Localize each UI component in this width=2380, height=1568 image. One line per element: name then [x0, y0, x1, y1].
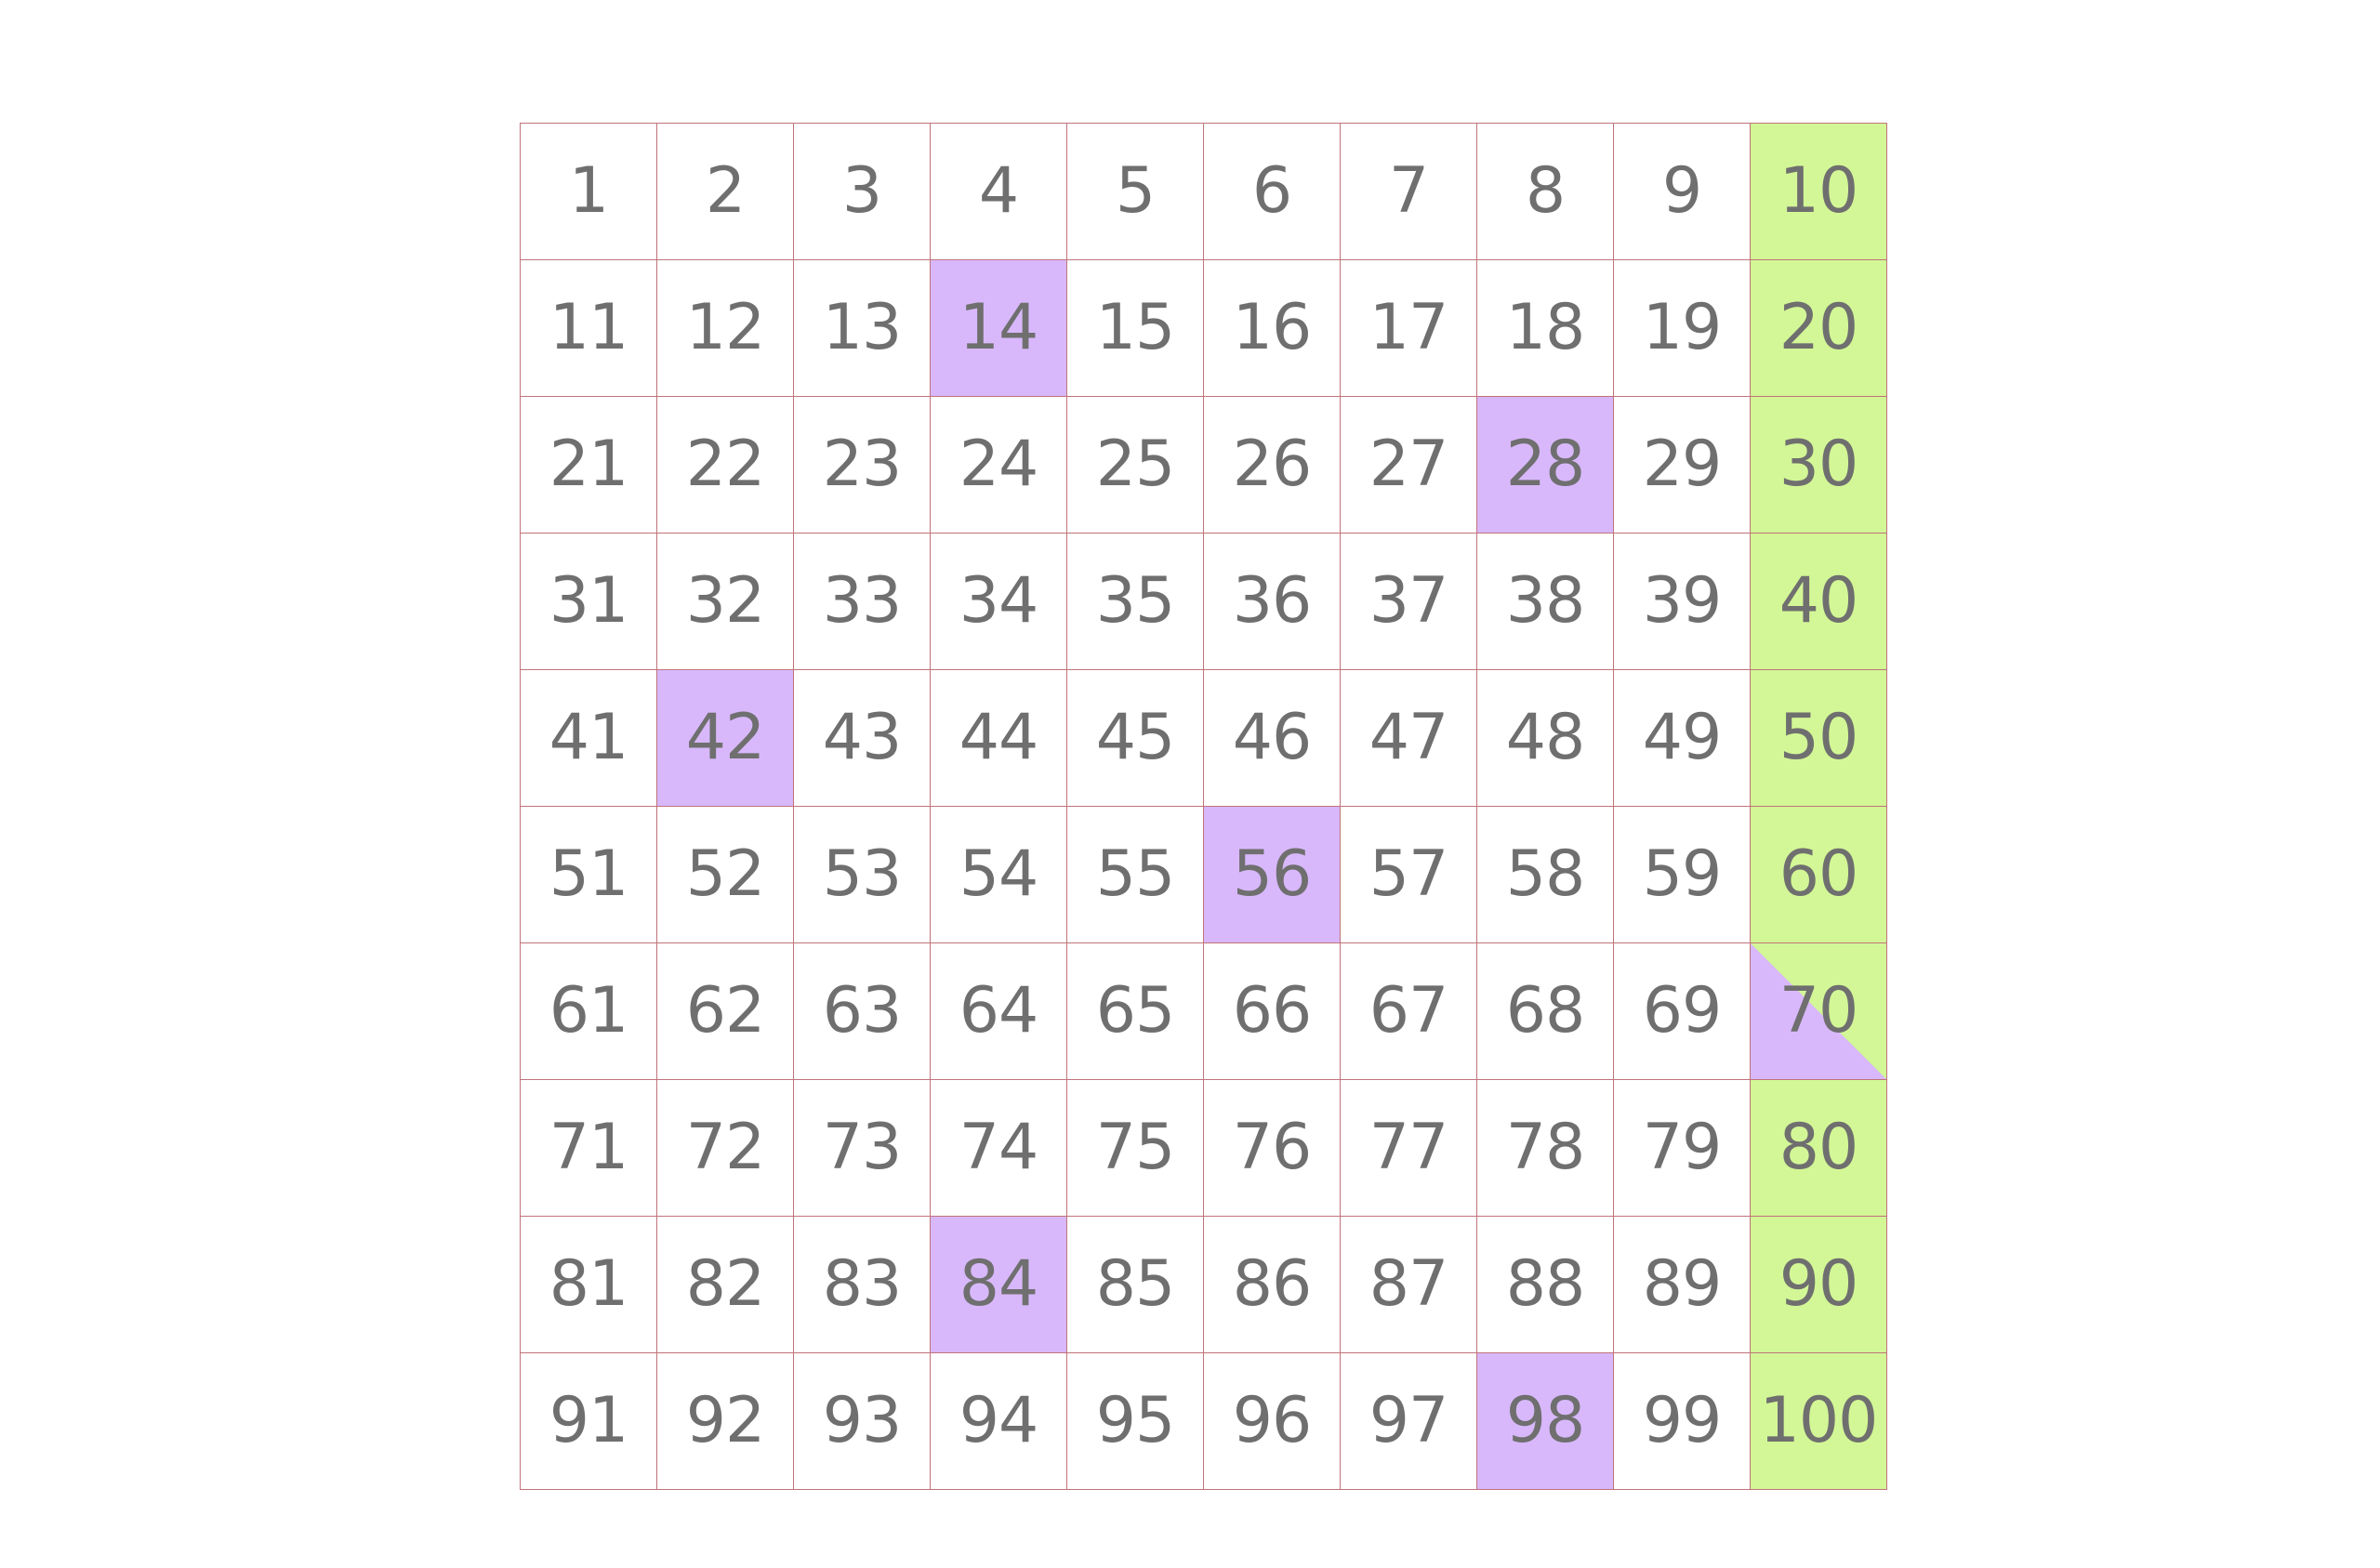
grid-cell-42 [657, 670, 794, 807]
grid-cell-91 [521, 1353, 657, 1490]
grid-cell-93 [794, 1353, 931, 1490]
cell-number: 45 [1095, 701, 1175, 774]
cell-number: 11 [549, 291, 628, 364]
cell-number: 43 [822, 701, 902, 774]
grid-cell-84 [931, 1217, 1067, 1353]
grid-cell-8 [1477, 124, 1614, 260]
cell-number: 28 [1505, 428, 1585, 501]
grid-cell-4 [931, 124, 1067, 260]
grid-cell-32 [657, 534, 794, 670]
grid-cell-46 [1204, 670, 1341, 807]
grid-cell-1 [521, 124, 657, 260]
cell-number: 62 [685, 974, 765, 1048]
grid-cell-38 [1477, 534, 1614, 670]
grid-cell-79 [1614, 1080, 1751, 1217]
grid-cell-16 [1204, 260, 1341, 397]
cell-number: 36 [1232, 564, 1312, 638]
cell-number: 19 [1642, 291, 1722, 364]
cell-number: 33 [822, 564, 902, 638]
grid-cell-14 [931, 260, 1067, 397]
cell-number: 24 [959, 428, 1038, 501]
grid-cell-86 [1204, 1217, 1341, 1353]
cell-number: 89 [1642, 1247, 1722, 1321]
grid-cell-63 [794, 943, 931, 1080]
cell-number: 20 [1778, 291, 1858, 364]
cell-number: 70 [1778, 974, 1858, 1048]
cell-number: 40 [1778, 564, 1858, 638]
cell-number: 14 [959, 291, 1038, 364]
grid-cell-87 [1341, 1217, 1477, 1353]
cell-number: 90 [1778, 1247, 1858, 1321]
cell-number: 50 [1778, 701, 1858, 774]
cell-number: 68 [1505, 974, 1585, 1048]
grid-cell-58 [1477, 807, 1614, 943]
grid-cell-30 [1751, 397, 1887, 534]
grid-cell-43 [794, 670, 931, 807]
grid-cell-82 [657, 1217, 794, 1353]
cell-number: 63 [822, 974, 902, 1048]
cell-number: 47 [1368, 701, 1448, 774]
grid-cell-23 [794, 397, 931, 534]
grid-cell-13 [794, 260, 931, 397]
cell-number: 66 [1232, 974, 1312, 1048]
cell-number: 56 [1232, 837, 1312, 911]
cell-number: 75 [1095, 1111, 1175, 1184]
cell-number: 57 [1368, 837, 1448, 911]
cell-number: 38 [1505, 564, 1585, 638]
grid-cell-83 [794, 1217, 931, 1353]
cell-number: 73 [822, 1111, 902, 1184]
grid-cell-55 [1067, 807, 1204, 943]
cell-number: 46 [1232, 701, 1312, 774]
cell-number: 48 [1505, 701, 1585, 774]
cell-number: 6 [1251, 154, 1292, 228]
grid-cell-67 [1341, 943, 1477, 1080]
cell-number: 39 [1642, 564, 1722, 638]
cell-number: 80 [1778, 1111, 1858, 1184]
cell-number: 37 [1368, 564, 1448, 638]
cell-number: 17 [1368, 291, 1448, 364]
cell-number: 32 [685, 564, 765, 638]
cell-number: 54 [959, 837, 1038, 911]
grid-cell-89 [1614, 1217, 1751, 1353]
grid-cell-24 [931, 397, 1067, 534]
grid-cell-25 [1067, 397, 1204, 534]
grid-cell-3 [794, 124, 931, 260]
cell-number: 30 [1778, 428, 1858, 501]
grid-cell-37 [1341, 534, 1477, 670]
cell-number: 9 [1661, 154, 1702, 228]
grid-cell-88 [1477, 1217, 1614, 1353]
cell-number: 72 [685, 1111, 765, 1184]
grid-cell-40 [1751, 534, 1887, 670]
cell-number: 82 [685, 1247, 765, 1321]
cell-number: 23 [822, 428, 902, 501]
grid-cell-64 [931, 943, 1067, 1080]
cell-number: 27 [1368, 428, 1448, 501]
grid-cell-6 [1204, 124, 1341, 260]
cell-number: 1 [568, 154, 609, 228]
cell-number: 93 [822, 1384, 902, 1457]
grid-cell-31 [521, 534, 657, 670]
grid-cell-28 [1477, 397, 1614, 534]
cell-number: 96 [1232, 1384, 1312, 1457]
grid-cell-51 [521, 807, 657, 943]
cell-number: 85 [1095, 1247, 1175, 1321]
cell-number: 2 [705, 154, 746, 228]
cell-number: 100 [1759, 1384, 1878, 1457]
cell-number: 77 [1368, 1111, 1448, 1184]
grid-cell-35 [1067, 534, 1204, 670]
cell-number: 81 [549, 1247, 628, 1321]
cell-number: 29 [1642, 428, 1722, 501]
grid-cell-66 [1204, 943, 1341, 1080]
grid-cell-78 [1477, 1080, 1614, 1217]
cell-number: 59 [1642, 837, 1722, 911]
grid-cell-61 [521, 943, 657, 1080]
cell-number: 53 [822, 837, 902, 911]
grid-cell-15 [1067, 260, 1204, 397]
cell-number: 97 [1368, 1384, 1448, 1457]
grid-cell-52 [657, 807, 794, 943]
grid-cell-60 [1751, 807, 1887, 943]
grid-cell-73 [794, 1080, 931, 1217]
grid-cell-34 [931, 534, 1067, 670]
cell-number: 41 [549, 701, 628, 774]
grid-cell-9 [1614, 124, 1751, 260]
cell-number: 51 [549, 837, 628, 911]
grid-cell-80 [1751, 1080, 1887, 1217]
cell-number: 67 [1368, 974, 1448, 1048]
grid-cell-59 [1614, 807, 1751, 943]
grid-cell-12 [657, 260, 794, 397]
cell-number: 44 [959, 701, 1038, 774]
cell-number: 61 [549, 974, 628, 1048]
cell-number: 22 [685, 428, 765, 501]
grid-cell-74 [931, 1080, 1067, 1217]
grid-cell-19 [1614, 260, 1751, 397]
grid-cell-10 [1751, 124, 1887, 260]
grid-cell-97 [1341, 1353, 1477, 1490]
cell-number: 8 [1525, 154, 1566, 228]
grid-cell-49 [1614, 670, 1751, 807]
cell-number: 60 [1778, 837, 1858, 911]
grid-cell-17 [1341, 260, 1477, 397]
cell-number: 26 [1232, 428, 1312, 501]
grid-cell-29 [1614, 397, 1751, 534]
cell-number: 64 [959, 974, 1038, 1048]
grid-cell-69 [1614, 943, 1751, 1080]
grid-cell-62 [657, 943, 794, 1080]
cell-number: 76 [1232, 1111, 1312, 1184]
grid-cell-85 [1067, 1217, 1204, 1353]
grid-cell-65 [1067, 943, 1204, 1080]
cell-number: 91 [549, 1384, 628, 1457]
cell-number: 86 [1232, 1247, 1312, 1321]
cell-number: 94 [959, 1384, 1038, 1457]
cell-number: 31 [549, 564, 628, 638]
cell-number: 79 [1642, 1111, 1722, 1184]
cell-number: 92 [685, 1384, 765, 1457]
grid-cell-72 [657, 1080, 794, 1217]
cell-number: 95 [1095, 1384, 1175, 1457]
grid-cell-39 [1614, 534, 1751, 670]
grid-cell-75 [1067, 1080, 1204, 1217]
cell-number: 65 [1095, 974, 1175, 1048]
cell-number: 71 [549, 1111, 628, 1184]
grid-cell-71 [521, 1080, 657, 1217]
grid-cell-53 [794, 807, 931, 943]
cell-number: 83 [822, 1247, 902, 1321]
grid-cell-44 [931, 670, 1067, 807]
cell-number: 55 [1095, 837, 1175, 911]
cell-number: 84 [959, 1247, 1038, 1321]
grid-cell-22 [657, 397, 794, 534]
cell-number: 78 [1505, 1111, 1585, 1184]
grid-cell-27 [1341, 397, 1477, 534]
cell-number: 21 [549, 428, 628, 501]
cell-number: 74 [959, 1111, 1038, 1184]
grid-cell-47 [1341, 670, 1477, 807]
cell-number: 12 [685, 291, 765, 364]
cell-number: 18 [1505, 291, 1585, 364]
cell-number: 3 [841, 154, 882, 228]
grid-cell-21 [521, 397, 657, 534]
grid-cell-20 [1751, 260, 1887, 397]
grid-cell-54 [931, 807, 1067, 943]
grid-cell-11 [521, 260, 657, 397]
grid-cell-90 [1751, 1217, 1887, 1353]
grid-cell-95 [1067, 1353, 1204, 1490]
cell-number: 88 [1505, 1247, 1585, 1321]
cell-number: 52 [685, 837, 765, 911]
grid-cell-99 [1614, 1353, 1751, 1490]
grid-cell-56 [1204, 807, 1341, 943]
cell-number: 5 [1115, 154, 1156, 228]
grid-cell-33 [794, 534, 931, 670]
cell-number: 87 [1368, 1247, 1448, 1321]
grid-cell-81 [521, 1217, 657, 1353]
grid-cell-41 [521, 670, 657, 807]
grid-cell-57 [1341, 807, 1477, 943]
grid-cell-18 [1477, 260, 1614, 397]
cell-number: 16 [1232, 291, 1312, 364]
grid-cell-94 [931, 1353, 1067, 1490]
grid-cell-76 [1204, 1080, 1341, 1217]
cell-number: 13 [822, 291, 902, 364]
cell-number: 4 [978, 154, 1019, 228]
grid-cell-100 [1751, 1353, 1887, 1490]
grid-cell-26 [1204, 397, 1341, 534]
grid-cell-36 [1204, 534, 1341, 670]
grid-cell-5 [1067, 124, 1204, 260]
cell-number: 15 [1095, 291, 1175, 364]
cell-number: 99 [1642, 1384, 1722, 1457]
grid-cell-77 [1341, 1080, 1477, 1217]
cell-number: 10 [1778, 154, 1858, 228]
cell-number: 69 [1642, 974, 1722, 1048]
grid-cell-2 [657, 124, 794, 260]
grid-cell-92 [657, 1353, 794, 1490]
hundred-chart-grid [520, 123, 1887, 1490]
cell-number: 42 [685, 701, 765, 774]
grid-cell-45 [1067, 670, 1204, 807]
cell-number: 25 [1095, 428, 1175, 501]
grid-cell-96 [1204, 1353, 1341, 1490]
cell-number: 58 [1505, 837, 1585, 911]
cell-number: 35 [1095, 564, 1175, 638]
grid-cell-48 [1477, 670, 1614, 807]
cell-number: 7 [1388, 154, 1429, 228]
grid-cell-50 [1751, 670, 1887, 807]
grid-cell-70 [1751, 943, 1887, 1080]
grid-cell-7 [1341, 124, 1477, 260]
cell-number: 98 [1505, 1384, 1585, 1457]
grid-cell-68 [1477, 943, 1614, 1080]
cell-number: 34 [959, 564, 1038, 638]
grid-cell-98 [1477, 1353, 1614, 1490]
cell-number: 49 [1642, 701, 1722, 774]
